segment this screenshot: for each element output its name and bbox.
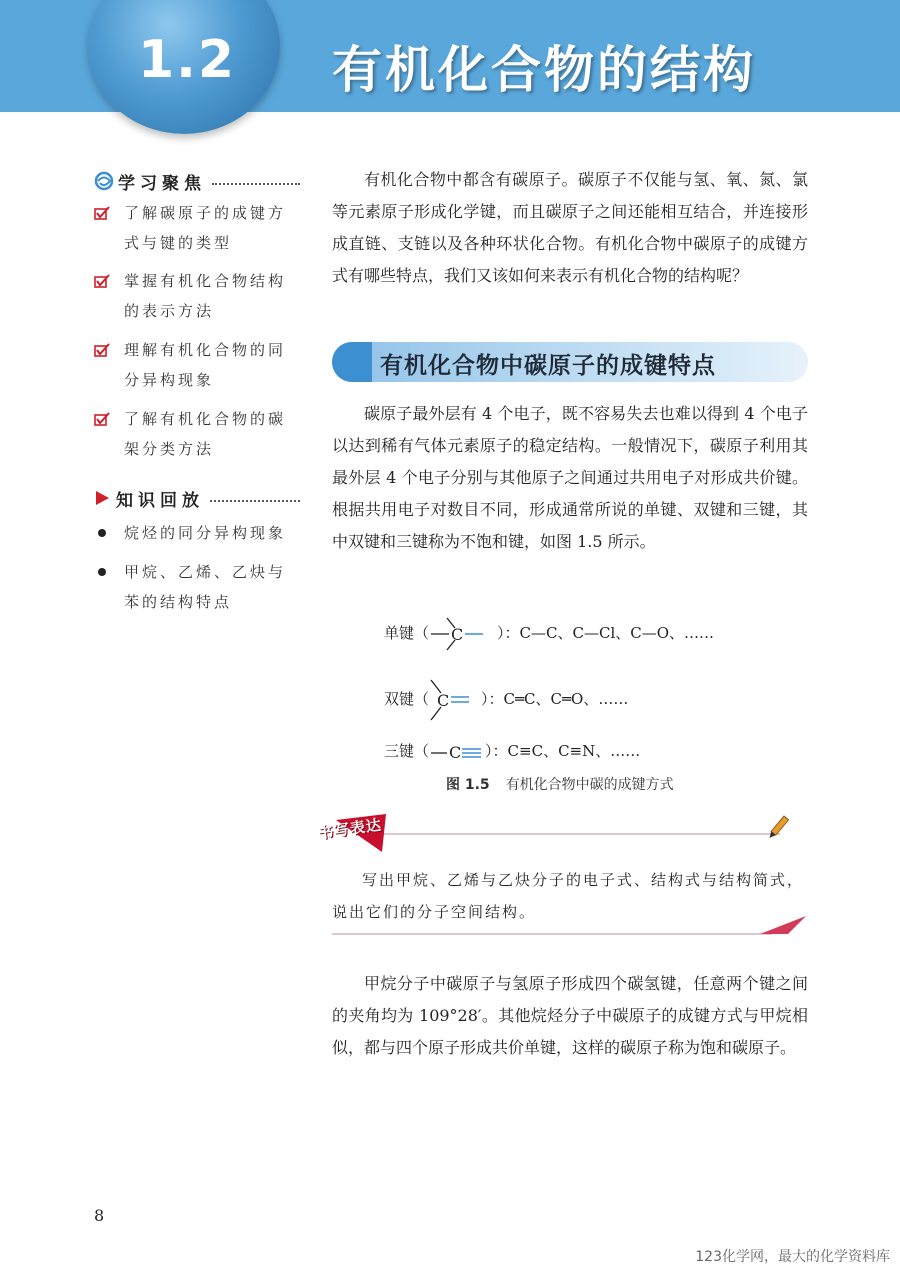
focus-item: 了解有机化合物的碳架分类方法 xyxy=(94,404,302,464)
focus-item: 理解有机化合物的同分异构现象 xyxy=(94,335,302,395)
page-number: 8 xyxy=(94,1206,105,1225)
subsection-title: 有机化合物中碳原子的成键特点 xyxy=(380,353,716,379)
check-box-icon xyxy=(94,412,110,426)
check-box-icon xyxy=(94,343,110,357)
triple-bond-label: 三键 xyxy=(384,742,415,760)
bonding-paragraph: 碳原子最外层有 4 个电子，既不容易失去也难以得到 4 个电子以达到稀有气体元素原子的稳定结构。一般情况下，碳原子利用其最外层 4 个电子分别与其他原子之间通过共用电子对形成共价键。根据共用电子对数目不同，形成通常所说的单键、双键和三键，其中双键和三键称为不饱和键，如图 1.5 所示。 xyxy=(332,404,808,551)
writing-badge: 书写表达 xyxy=(317,815,384,843)
bullet-icon xyxy=(98,529,106,537)
watermark: 123化学网，最大的化学资料库 xyxy=(695,1249,890,1265)
single-bond-label: 单键 xyxy=(384,624,415,642)
page-title: 有机化合物的结构 xyxy=(332,41,756,99)
figure-number: 图 1.5 xyxy=(446,777,490,793)
single-bond-examples: ：C—C、C—Cl、C—O、…… xyxy=(504,624,715,642)
dotted-leader xyxy=(210,500,300,502)
subsection-banner-cap xyxy=(332,342,372,382)
dotted-leader xyxy=(212,183,300,185)
triple-bond-examples: ：C≡C、C≡N、…… xyxy=(492,742,641,760)
section-number: 1.2 xyxy=(138,30,237,90)
figure-caption xyxy=(446,774,674,794)
svg-text:C: C xyxy=(437,691,450,710)
single-bond-row: 单键（ C ）：C—C、C—Cl、C—O、…… xyxy=(384,622,714,643)
double-bond-carbon-diagram xyxy=(429,678,481,722)
svg-text:C: C xyxy=(449,743,462,762)
methane-paragraph: 甲烷分子中碳原子与氢原子形成四个碳氢键，任意两个键之间的夹角均为 109°28′。其他烷烃分子中碳原子的成键方式与甲烷相似，都与四个原子形成共价单键，这样的碳原子称为饱和碳原子。 xyxy=(332,974,808,1057)
intro-paragraph: 有机化合物中都含有碳原子。碳原子不仅能与氢、氧、氮、氯等元素原子形成化学键，而且碳原子之间还能相互结合，并连接形成直链、支链以及各种环状化合物。有机化合物中碳原子的成键方式有哪些特点，我们又该如何来表示有机化合物的结构呢？ xyxy=(332,170,808,285)
review-item: 烷烃的同分异构现象 xyxy=(94,518,302,548)
subsection-banner xyxy=(332,342,808,382)
check-box-icon xyxy=(94,274,110,288)
bullet-icon xyxy=(98,568,106,576)
learning-focus-title: 学习聚焦 xyxy=(118,173,206,194)
review-item: 甲烷、乙烯、乙炔与苯的结构特点 xyxy=(94,557,302,617)
double-bond-examples: ：C═C、C═O、…… xyxy=(488,690,629,708)
single-bond-carbon-diagram xyxy=(429,614,497,654)
svg-text:C: C xyxy=(451,625,464,644)
double-bond-row: 双键（ C ）：C═C、C═O、…… xyxy=(384,688,628,709)
triple-bond-row: 三键（ C ）：C≡C、C≡N、…… xyxy=(384,742,641,762)
triple-bond-carbon-diagram xyxy=(429,742,485,762)
play-triangle-icon xyxy=(94,490,110,506)
writing-text: 写出甲烷、乙烯与乙炔分子的电子式、结构式与结构简式，说出它们的分子空间结构。 xyxy=(332,871,805,921)
learning-focus-heading xyxy=(94,168,300,194)
double-bond-label: 双键 xyxy=(384,690,415,708)
focus-item: 掌握有机化合物结构的表示方法 xyxy=(94,266,302,326)
focus-item: 了解碳原子的成键方式与键的类型 xyxy=(94,198,302,258)
knowledge-review-title: 知识回放 xyxy=(116,490,204,511)
check-box-icon xyxy=(94,206,110,220)
swirl-icon xyxy=(94,171,114,191)
knowledge-review-heading xyxy=(94,485,300,511)
figure-caption-text: 有机化合物中碳的成键方式 xyxy=(505,777,674,793)
